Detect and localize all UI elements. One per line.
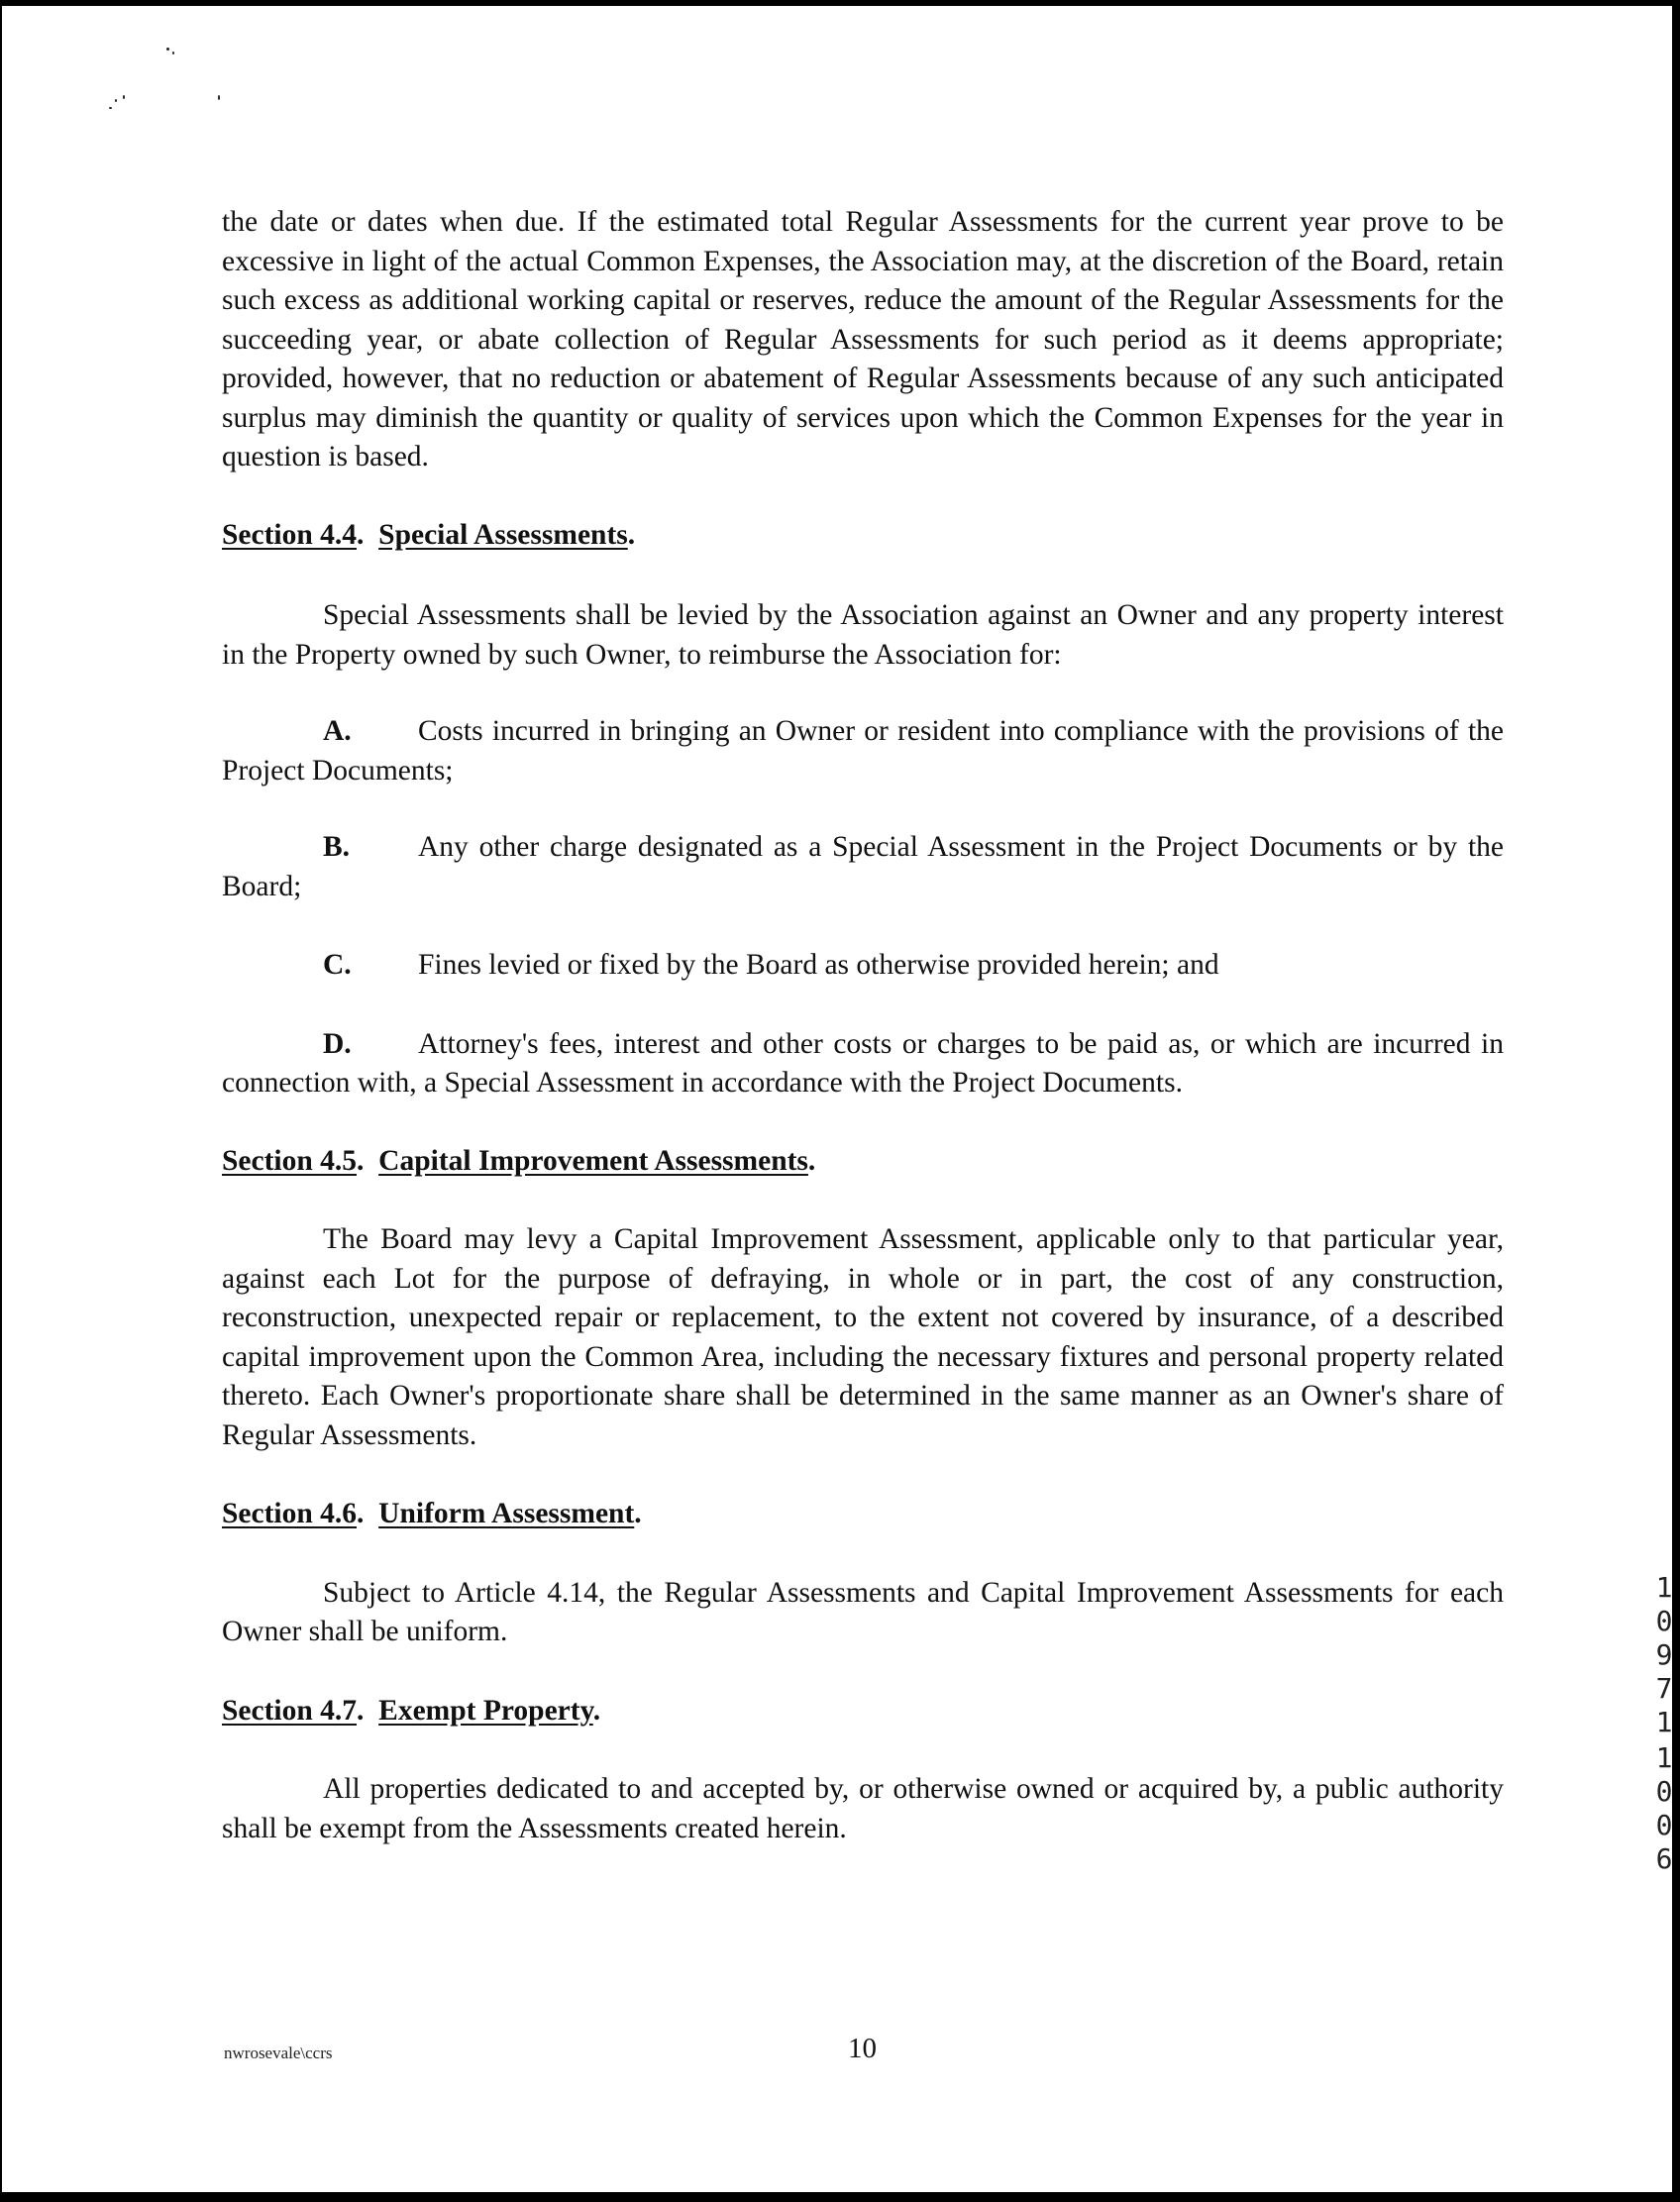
section-4-6-title: Uniform Assessment bbox=[378, 1498, 635, 1529]
section-4-7-title: Exempt Property bbox=[378, 1694, 593, 1727]
section-4-6-number: Section 4.6 bbox=[222, 1498, 358, 1529]
list-item-c-letter: C. bbox=[323, 949, 352, 981]
stamp-digit: 0 bbox=[1655, 1809, 1673, 1841]
document-page bbox=[222, 203, 1504, 1848]
section-4-4-intro: Special Assessments shall be levied by the Association against an Owner and any property interest in the Property owned by such Owner, to reimburse the Association for: bbox=[222, 599, 1504, 671]
stamp-digit: 1 bbox=[1655, 1571, 1673, 1604]
list-item-b bbox=[222, 828, 1504, 906]
page-number: 10 bbox=[848, 2033, 877, 2064]
stamp-digit: 1 bbox=[1655, 1706, 1673, 1738]
stamp-digit: 0 bbox=[1655, 1605, 1673, 1637]
list-item-b-letter: B. bbox=[323, 831, 351, 863]
section-4-7-body: All properties dedicated to and accepted by, or otherwise owned or acquired by, a public authority shall be exempt from the Assessments created herein. bbox=[222, 1773, 1504, 1844]
list-item-a-letter: A. bbox=[323, 715, 352, 747]
section-4-7-number: Section 4.7 bbox=[222, 1694, 358, 1727]
section-4-4-number: Section 4.4 bbox=[222, 518, 358, 551]
section-4-5-number: Section 4.5 bbox=[222, 1144, 358, 1177]
section-4-5-body: The Board may levy a Capital Improvement Assessment, applicable only to that particular year, against each Lot for the purpose of defraying, in whole or in part, the cost of any construction, reconstruction, unexpected repair or replacement, to the extent not covered by insurance, of a described capital improvement upon the Common Area, including the necessary fixtures and personal property related thereto. Each Owner's proportionate share shall be determined in the same manner as an Owner's share of Regular Assessments. bbox=[222, 1223, 1504, 1451]
stamp-digit: 6 bbox=[1655, 1842, 1673, 1875]
stamp-digit: 0 bbox=[1655, 1775, 1673, 1808]
section-4-5-heading: Section 4.5. Capital Improvement Assessments. bbox=[222, 1144, 816, 1177]
list-item-d-text: Attorney's fees, interest and other costs or charges to be paid as, or which are incurred in connection with, a Special Assessment in accordance with the Project Documents. bbox=[222, 1027, 1504, 1099]
stamp-digit: 1 bbox=[1655, 1741, 1673, 1774]
section-4-4-title: Special Assessments bbox=[378, 518, 628, 551]
section-4-6-body: Subject to Article 4.14, the Regular Assessments and Capital Improvement Assessments for each Owner shall be uniform. bbox=[222, 1576, 1504, 1647]
scan-specks bbox=[99, 40, 238, 129]
section-4-5-title: Capital Improvement Assessments bbox=[378, 1144, 808, 1177]
list-item-c bbox=[222, 946, 1504, 986]
side-stamp-bottom bbox=[1650, 1741, 1678, 1876]
list-item-c-text: Fines levied or fixed by the Board as otherwise provided herein; and bbox=[418, 949, 1219, 981]
section-4-7-heading: Section 4.7. Exempt Property. bbox=[222, 1694, 601, 1727]
section-4-3-continuation: the date or dates when due. If the estimated total Regular Assessments for the current year prove to be excessive in light of the actual Common Expenses, the Association may, at the discretion of the Board, retain such excess as additional working capital or reserves, reduce the amount of the Regular Assessments for the succeeding year, or abate collection of Regular Assessments for such period as it deems appropriate; provided, however, that no reduction or abatement of Regular Assessments because of any such anticipated surplus may diminish the quantity or quality of services upon which the Common Expenses for the year in question is based. bbox=[222, 206, 1504, 472]
stamp-digit: 9 bbox=[1655, 1638, 1673, 1671]
footer-file-path: nwrosevale\ccrs bbox=[224, 2044, 333, 2062]
side-stamp-top bbox=[1650, 1571, 1678, 1739]
stamp-digit: 7 bbox=[1655, 1672, 1673, 1705]
list-item-d bbox=[222, 1025, 1504, 1103]
section-4-4-heading: Section 4.4. Special Assessments. bbox=[222, 518, 636, 551]
list-item-b-text: Any other charge designated as a Special Assessment in the Project Documents or by the Board; bbox=[222, 831, 1504, 902]
list-item-a-text: Costs incurred in bringing an Owner or resident into compliance with the provisions of the Project Documents; bbox=[222, 715, 1504, 786]
list-item-d-letter: D. bbox=[323, 1027, 352, 1060]
list-item-a bbox=[222, 712, 1504, 790]
section-4-6-heading: Section 4.6. Uniform Assessment. bbox=[222, 1498, 642, 1529]
